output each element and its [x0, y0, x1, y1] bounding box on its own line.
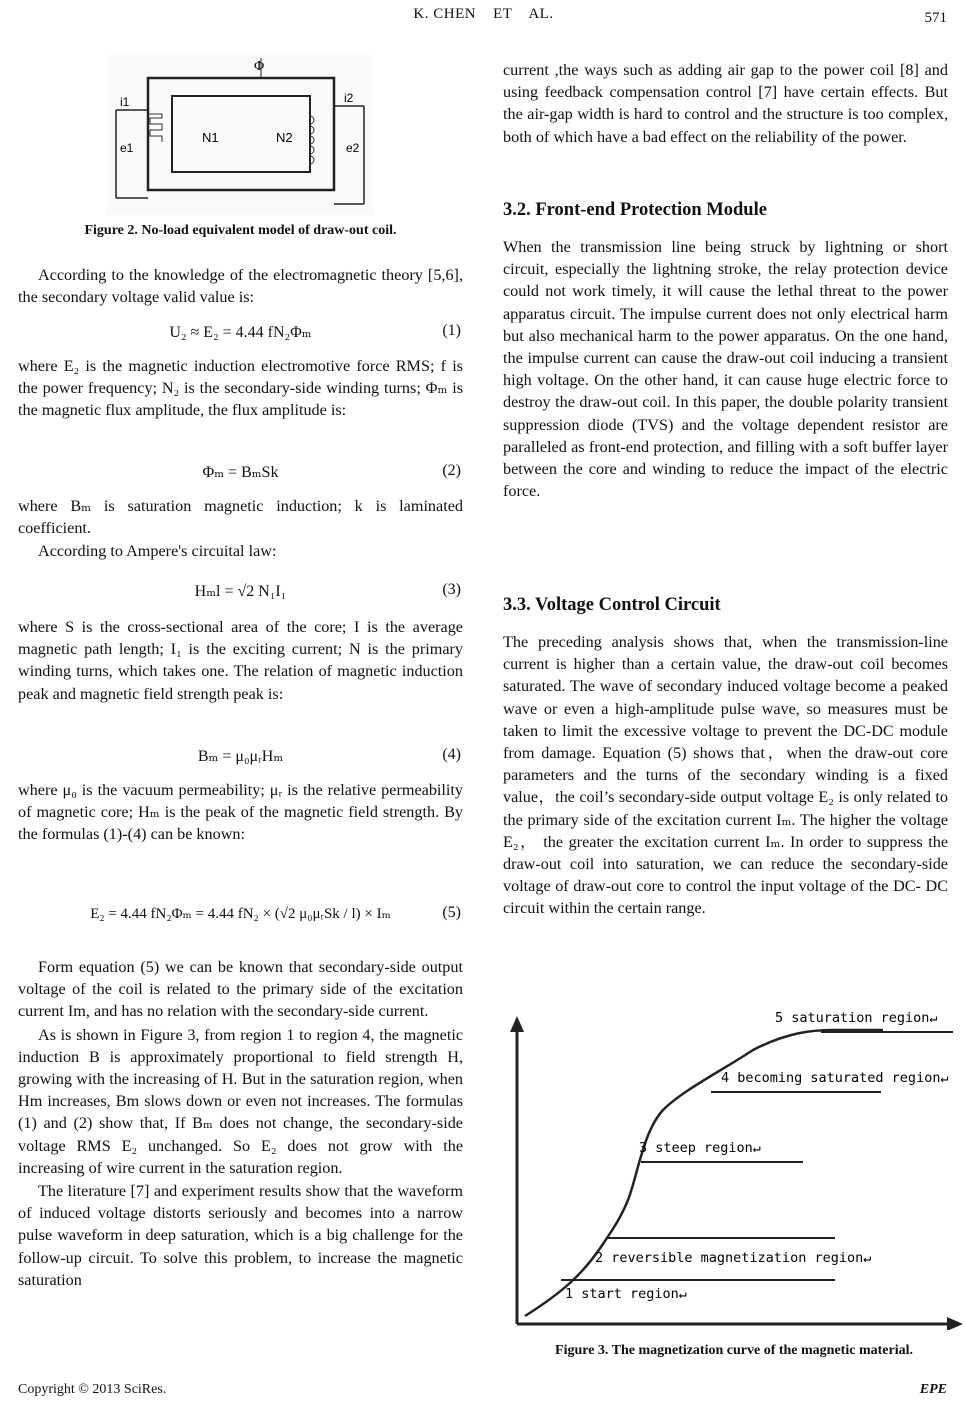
i2-label: i2	[344, 91, 354, 105]
equation-body: Φₘ = BₘSk	[202, 464, 279, 481]
figure-2-caption: Figure 2. No-load equivalent model of draw-out coil.	[84, 223, 397, 238]
copyright: Copyright © 2013 SciRes.	[18, 1382, 167, 1397]
equation-body: E₂ = 4.44 fN₂Φₘ = 4.44 fN₂ × (√2 μ₀μᵣSk / l) × Iₘ	[90, 906, 391, 922]
region-3-label: 3 steep region↵	[639, 1140, 761, 1156]
equation-1	[18, 318, 463, 348]
equation-2	[18, 458, 463, 488]
section-heading: 3.2. Front-end Protection Module	[503, 200, 767, 220]
paragraph: As is shown in Figure 3, from region 1 to region 4, the magnetic induction B is approximately proportional to field strength H, growing with the increasing of H. But in the saturation region, when Hm increases, Bm slows down or even not increases. The formulas (1) and (2) show that, If Bₘ does not change, the secondary-side voltage RMS E₂ unchanged. So E₂ does not grow with the increasing of wire current in the saturation region.	[18, 1025, 463, 1177]
equation-body: U₂ ≈ E₂ = 4.44 fN₂Φₘ	[169, 324, 312, 341]
figure-2-coil-model	[106, 54, 374, 216]
equation-number: (5)	[442, 904, 461, 921]
e2-label: e2	[346, 141, 360, 155]
paragraph: According to the knowledge of the electromagnetic theory [5,6], the secondary voltage valid value is:	[18, 266, 463, 307]
page-number: 571	[924, 10, 947, 26]
n2-label: N2	[276, 130, 293, 145]
region-2-label: 2 reversible magnetization region↵	[595, 1250, 872, 1266]
equation-number: (4)	[442, 746, 461, 763]
e1-label: e1	[120, 141, 134, 155]
paragraph: According to Ampere's circuital law:	[38, 542, 277, 561]
figure-3-magnetization-curve	[503, 1012, 963, 1330]
paragraph: When the transmission line being struck by lightning or short circuit, especially the lightning stroke, the relay protection device could not work timely, it will cause the lethal threat to the power apparatus circuit. The impulse current does not only electrical harm but also mechanical harm to the power apparatus. On the one hand, the impulse current can cause the draw-out coil inducing a transient high voltage. On the other hand, it can cause huge electric force to destroy the draw-out coil. In this paper, the double polarity transient suppression diode (TVS) and the voltage dependent resistor are paralleled as front-end protection, and filling with a soft buffer layer between the core and winding to reduce the impact of the electric force.	[503, 238, 948, 501]
paragraph: where μ₀ is the vacuum permeability; μᵣ is the relative permeability of magnetic core; Hₘ is the peak of the magnetic field strength. By the formulas (1)-(4) can be known:	[18, 781, 463, 844]
figure-3-caption: Figure 3. The magnetization curve of the magnetic material.	[555, 1343, 913, 1358]
paragraph: The preceding analysis shows that, when the transmission-line current is higher than a certain value, the draw-out coil becomes saturated. The wave of secondary induced voltage become a peaked wave or even a high-amplitude pulse wave, so measures must be taken to limit the excessive voltage to prevent the DC-DC module from damage. Equation (5) shows that，when the draw-out core parameters and the turns of the secondary winding is a fixed value，the coil’s secondary-side output voltage E₂ is only related to the primary side of the excitation current Iₘ. The higher the voltage E₂， the greater the excitation current Iₘ. In order to suppress the draw-out coil into saturation, we can reduce the secondary-side voltage of draw-out core to control the input voltage of the DC- DC circuit within the certain range.	[503, 633, 948, 918]
region-1-label: 1 start region↵	[565, 1286, 687, 1302]
phi-label: Φ	[254, 59, 265, 74]
equation-5	[18, 900, 463, 930]
equation-4	[18, 742, 463, 772]
i1-label: i1	[120, 95, 130, 109]
paragraph: current ,the ways such as adding air gap to the power coil [8] and using feedback compensation control [7] have certain effects. But the air-gap width is hard to control and the structure is too complex, both of which have a bad effect on the reliability of the power.	[503, 61, 948, 146]
n1-label: N1	[202, 130, 219, 145]
region-4-label: 4 becoming saturated region↵	[721, 1070, 949, 1086]
section-heading: 3.3. Voltage Control Circuit	[503, 595, 721, 615]
equation-body: Hₘl = √2 N₁I₁	[194, 583, 287, 600]
paragraph: where S is the cross-sectional area of the core; I is the average magnetic path length; I₁ is the exciting current; N is the primary winding turns, which takes one. The relation of magnetic induction peak and magnetic field strength peak is:	[18, 618, 463, 703]
equation-body: Bₘ = μ₀μᵣHₘ	[197, 748, 284, 765]
paragraph: where Bₘ is saturation magnetic induction; k is laminated coefficient.	[18, 497, 463, 538]
running-authors: K. CHEN ET AL.	[413, 6, 554, 22]
equation-number: (1)	[442, 322, 461, 339]
equation-number: (2)	[442, 462, 461, 479]
equation-3	[18, 577, 463, 607]
region-5-label: 5 saturation region↵	[775, 1012, 938, 1026]
equation-number: (3)	[442, 581, 461, 598]
page-header	[0, 6, 967, 36]
paragraph: The literature [7] and experiment results show that the waveform of induced voltage distorts seriously and becomes into a narrow pulse waveform in deep saturation, which is a big challenge for the follow-up circuit. To solve this problem, to increase the magnetic saturation	[18, 1182, 463, 1289]
journal-abbrev: EPE	[919, 1382, 947, 1397]
paragraph: where E₂ is the magnetic induction electromotive force RMS; f is the power frequency; N₂ is the secondary-side winding turns; Φₘ is the magnetic flux amplitude, the flux amplitude is:	[18, 357, 463, 420]
paragraph: Form equation (5) we can be known that secondary-side output voltage of the coil is related to the primary side of the excitation current Im, and has no relation with the secondary-side current.	[18, 958, 463, 1021]
